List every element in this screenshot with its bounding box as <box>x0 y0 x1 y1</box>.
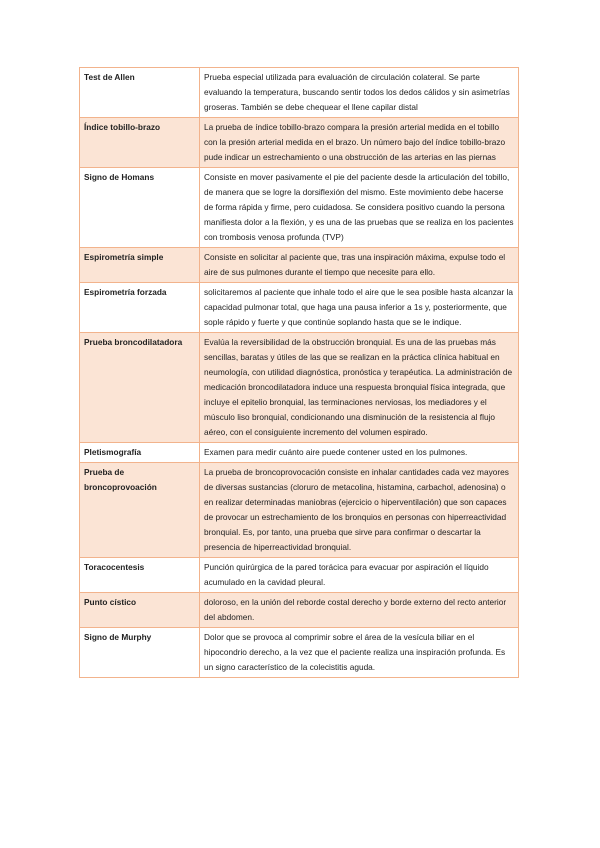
definition-cell: La prueba de broncoprovocación consiste en inhalar cantidades cada vez mayores de diversas sustancias (cloruro de metacolina, histamina, carbachol, adenosina) o en realizar determinadas maniobras (ejercicio o hiperventilación) que son capaces de provocar un estrechamiento de los bronquios en personas con hiperreactividad bronquial. Es, por tanto, una prueba que sirve para confirmar o descartar la presencia de hiperreactividad bronquial. <box>200 463 519 558</box>
definition-cell: La prueba de índice tobillo-brazo compara la presión arterial medida en el tobillo con la presión arterial medida en el brazo. Un número bajo del índice tobillo-brazo pude indicar un estrechamiento o una obstrucción de las arterias en las piernas <box>200 118 519 168</box>
table-row <box>80 118 519 168</box>
table-row <box>80 558 519 593</box>
document-page <box>79 67 512 678</box>
table-row <box>80 168 519 248</box>
term-cell: Prueba de broncoprovoación <box>80 463 200 558</box>
definition-cell: Consiste en mover pasivamente el pie del paciente desde la articulación del tobillo, de manera que se logre la dorsiflexión del mismo. Este movimiento debe hacerse de forma rápida y firme, pero cuidadosa. Se considera positivo cuando la persona manifiesta dolor a la flexión, y es una de las pruebas que se realiza en los pacientes con trombosis venosa profunda (TVP) <box>200 168 519 248</box>
term-cell: Test de Allen <box>80 68 200 118</box>
terms-table <box>79 67 519 678</box>
term-cell: Prueba broncodilatadora <box>80 333 200 443</box>
definition-cell: Prueba especial utilizada para evaluación de circulación colateral. Se parte evaluando la temperatura, buscando sentir todos los dedos cálidos y sin asimetrías groseras. También se debe chequear el llene capilar distal <box>200 68 519 118</box>
definition-cell: Evalúa la reversibilidad de la obstrucción bronquial. Es una de las pruebas más sencillas, baratas y útiles de las que se realizan en la práctica clínica habitual en neumología, con utilidad diagnóstica, pronóstica y terapéutica. La administración de medicación broncodilatadora induce una respuesta bronquial física integrada, que incluye el epitelio bronquial, las terminaciones nerviosas, los mediadores y el músculo liso bronquial, condicionando una disminución de la resistencia al flujo aéreo, con el consiguiente incremento del volumen espirado. <box>200 333 519 443</box>
definition-cell: Dolor que se provoca al comprimir sobre el área de la vesícula biliar en el hipocondrio derecho, a la vez que el paciente realiza una inspiración profunda. Es un signo característico de la colecistitis aguda. <box>200 628 519 678</box>
term-cell: Punto cístico <box>80 593 200 628</box>
definition-cell: solicitaremos al paciente que inhale todo el aire que le sea posible hasta alcanzar la capacidad pulmonar total, que haga una pausa inferior a 1s y, posteriormente, que sople rápido y fuerte y que continúe soplando hasta que se le indique. <box>200 283 519 333</box>
term-cell: Espirometría forzada <box>80 283 200 333</box>
table-row <box>80 463 519 558</box>
table-row <box>80 628 519 678</box>
table-row <box>80 593 519 628</box>
definition-cell: Punción quirúrgica de la pared torácica para evacuar por aspiración el líquido acumulado en la cavidad pleural. <box>200 558 519 593</box>
term-cell: Pletismografía <box>80 443 200 463</box>
definition-cell: Examen para medir cuánto aire puede contener usted en los pulmones. <box>200 443 519 463</box>
table-row <box>80 248 519 283</box>
term-cell: Toracocentesis <box>80 558 200 593</box>
table-row <box>80 443 519 463</box>
term-cell: Signo de Homans <box>80 168 200 248</box>
definition-cell: Consiste en solicitar al paciente que, tras una inspiración máxima, expulse todo el aire de sus pulmones durante el tiempo que necesite para ello. <box>200 248 519 283</box>
table-row <box>80 333 519 443</box>
table-row <box>80 283 519 333</box>
term-cell: Índice tobillo-brazo <box>80 118 200 168</box>
term-cell: Signo de Murphy <box>80 628 200 678</box>
terms-table-body <box>80 68 519 678</box>
table-row <box>80 68 519 118</box>
term-cell: Espirometría simple <box>80 248 200 283</box>
definition-cell: doloroso, en la unión del reborde costal derecho y borde externo del recto anterior del abdomen. <box>200 593 519 628</box>
